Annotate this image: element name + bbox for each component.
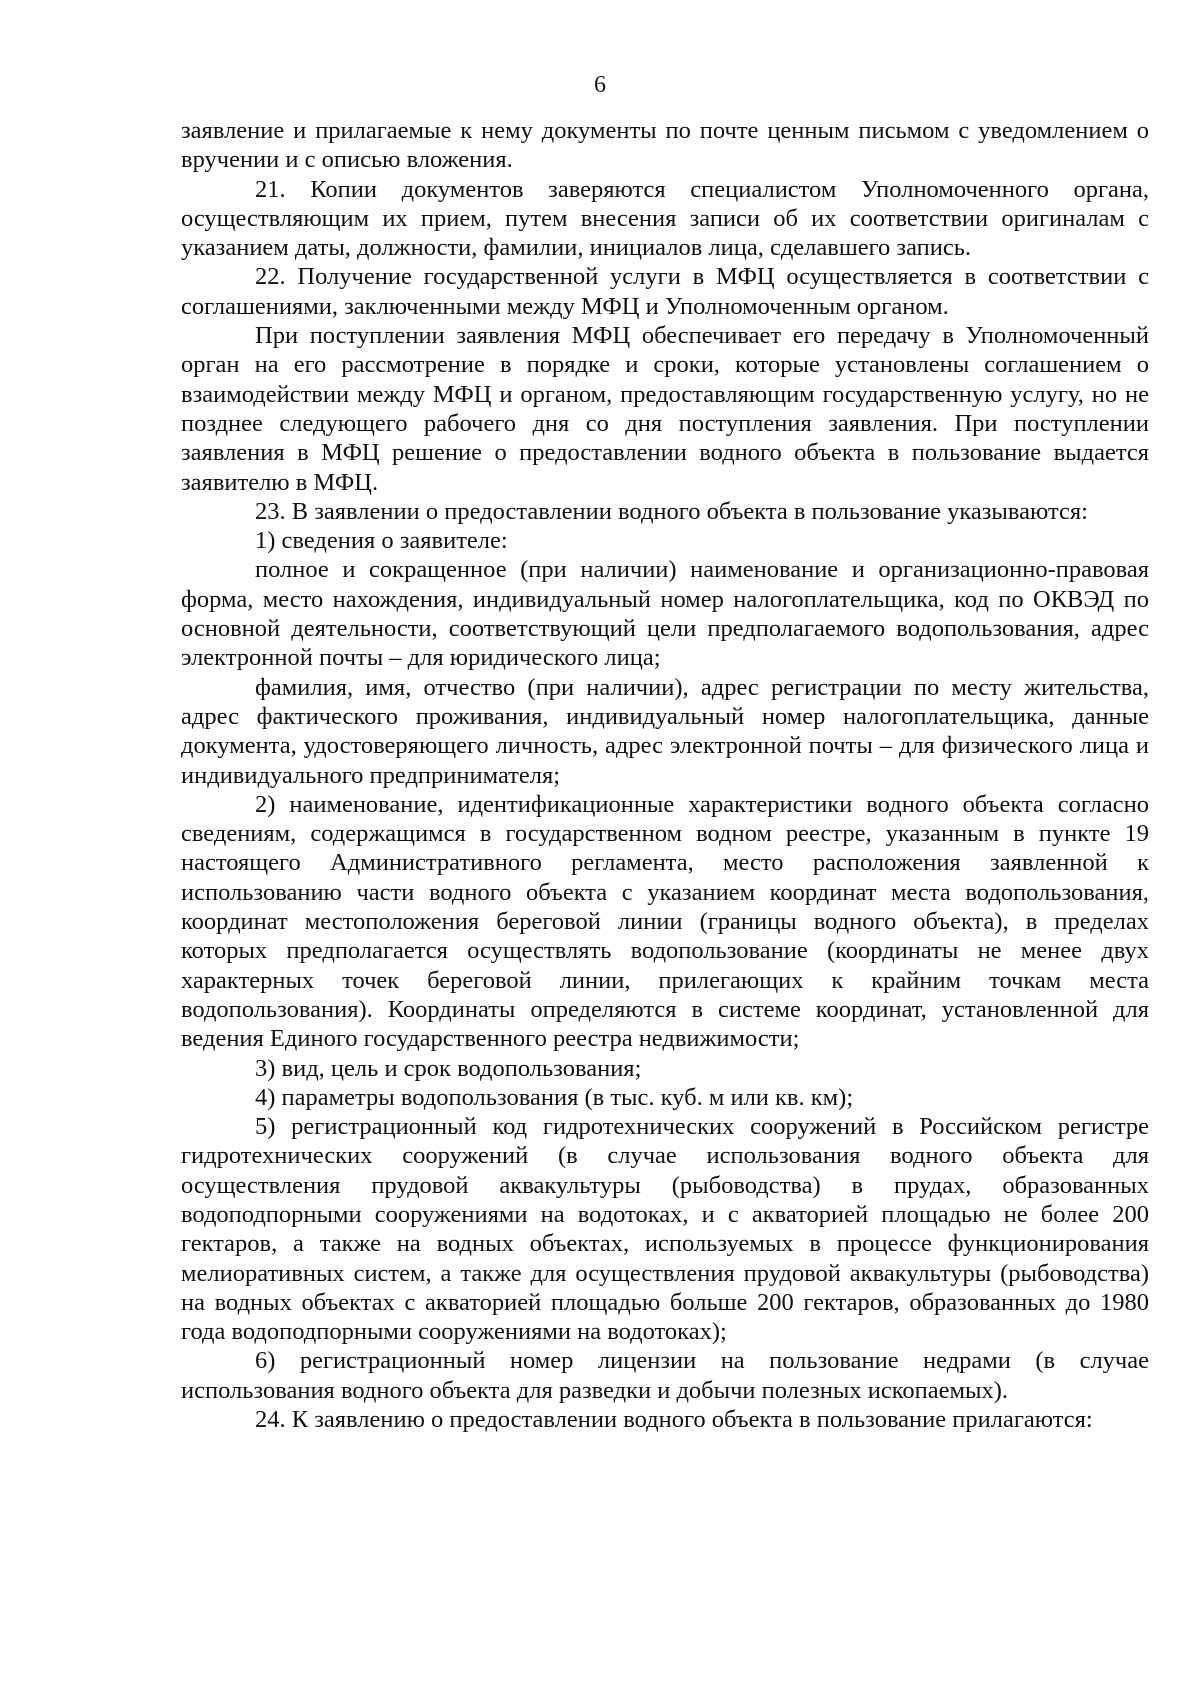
paragraph-continuation: заявление и прилагаемые к нему документы по почте ценным письмом с уведомлением о вручении и с описью вложения. xyxy=(181,117,1149,174)
page-number: 6 xyxy=(594,72,606,98)
paragraph-22: 22. Получение государственной услуги в МФЦ осуществляется в соответствии с соглашениями, заключенными между МФЦ и Уполномоченным органом. xyxy=(181,263,1149,320)
paragraph-23: 23. В заявлении о предоставлении водного объекта в пользование указываются: xyxy=(255,497,1088,525)
document-body xyxy=(181,116,1149,1434)
paragraph-23-item-1-legal-entity: полное и сокращенное (при наличии) наименование и организационно-правовая форма, место нахождения, индивидуальный номер налогоплательщика, код по ОКВЭД по основной деятельности, соответствующий цели предполагаемого водопользования, адрес электронной почты – для юридического лица; xyxy=(181,556,1149,672)
paragraph-23-item-1: 1) сведения о заявителе: xyxy=(255,527,508,555)
paragraph-24: 24. К заявлению о предоставлении водного объекта в пользование прилагаются: xyxy=(255,1406,1093,1434)
paragraph-23-item-5: 5) регистрационный код гидротехнических сооружений в Российском регистре гидротехнических сооружений (в случае использования водного объекта для осуществления прудовой аквакультуры (рыбоводства) в прудах, образованных водоподпорными сооружениями на водотоках, и с акваторией площадью не более 200 гектаров, а также на водных объектах, используемых в процессе функционирования мелиоративных систем, а также для осуществления прудовой аквакультуры (рыбоводства) на водных объектах с акваторией площадью больше 200 гектаров, образованных до 1980 года водоподпорными сооружениями на водотоках); xyxy=(181,1113,1149,1346)
paragraph-23-item-2: 2) наименование, идентификационные характеристики водного объекта согласно сведениям, содержащимся в государственном водном реестре, указанным в пункте 19 настоящего Административного регламента, место расположения заявленной к использованию части водного объекта с указанием координат места водопользования, координат местоположения береговой линии (границы водного объекта), в пределах которых предполагается осуществлять водопользование (координаты не менее двух характерных точек береговой линии, прилегающих к крайним точкам места водопользования). Координаты определяются в системе координат, установленной для ведения Единого государственного реестра недвижимости; xyxy=(181,790,1149,1053)
paragraph-23-item-3: 3) вид, цель и срок водопользования; xyxy=(255,1054,642,1082)
paragraph-23-item-6: 6) регистрационный номер лицензии на пользование недрами (в случае использования водного объекта для разведки и добычи полезных ископаемых). xyxy=(181,1347,1149,1404)
paragraph-23-item-1-individual: фамилия, имя, отчество (при наличии), адрес регистрации по месту жительства, адрес фактического проживания, индивидуальный номер налогоплательщика, данные документа, удостоверяющего личность, адрес электронной почты – для физического лица и индивидуального предпринимателя; xyxy=(181,673,1149,789)
paragraph-21: 21. Копии документов заверяются специалистом Уполномоченного органа, осуществляющим их прием, путем внесения записи об их соответствии оригиналам с указанием даты, должности, фамилии, инициалов лица, сделавшего запись. xyxy=(181,175,1149,262)
paragraph-23-item-4: 4) параметры водопользования (в тыс. куб. м или кв. км); xyxy=(255,1083,854,1111)
paragraph-22-mfc-transfer: При поступлении заявления МФЦ обеспечивает его передачу в Уполномоченный орган на его рассмотрение в порядке и сроки, которые установлены соглашением о взаимодействии между МФЦ и органом, предоставляющим государственную услугу, но не позднее следующего рабочего дня со дня поступления заявления. При поступлении заявления в МФЦ решение о предоставлении водного объекта в пользование выдается заявителю в МФЦ. xyxy=(181,322,1149,496)
